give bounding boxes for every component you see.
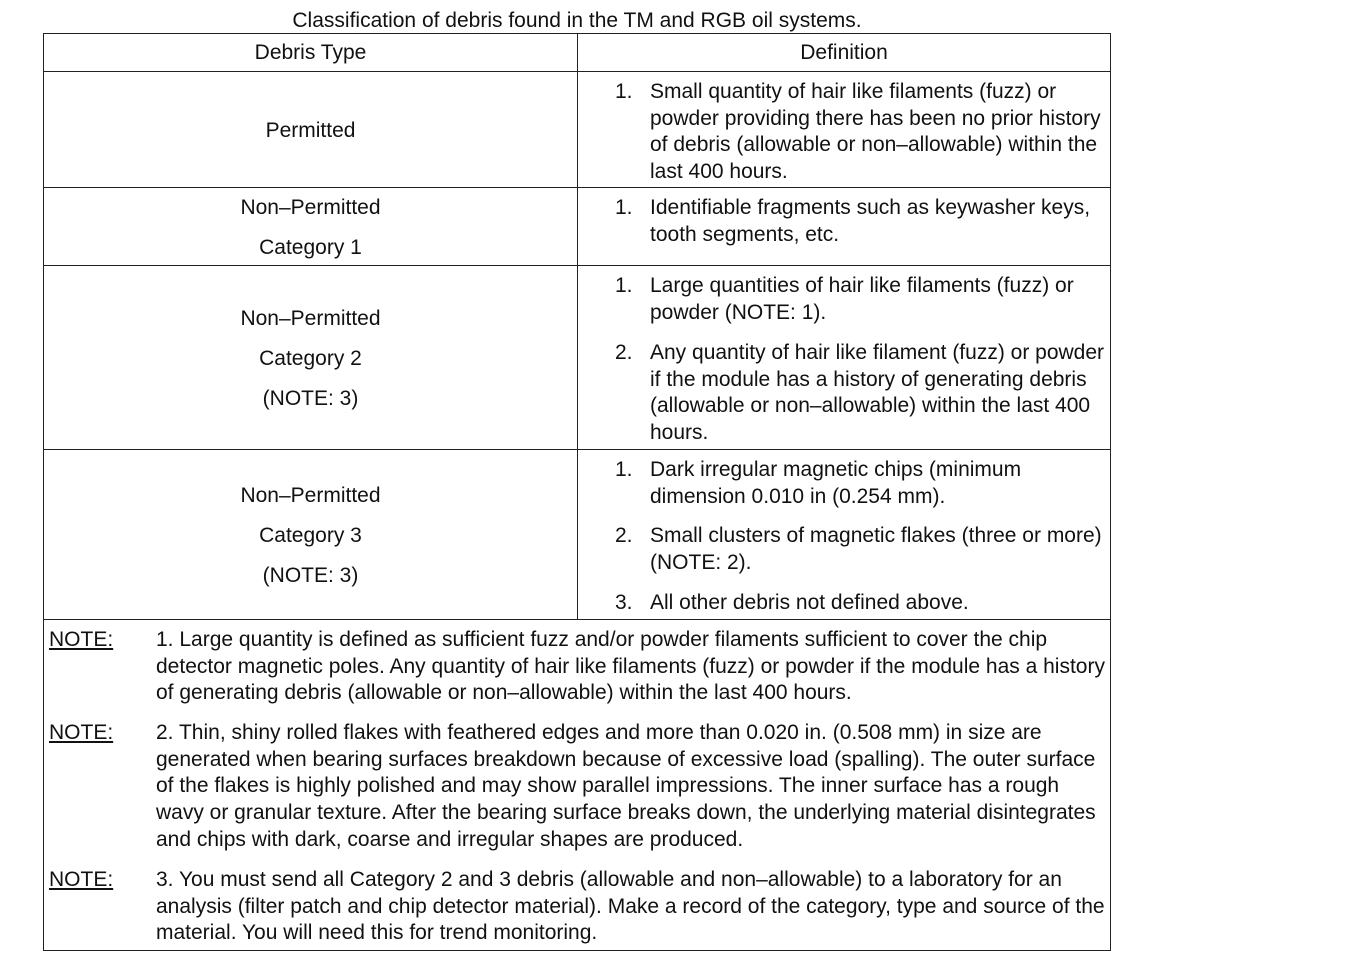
note-text: 2. Thin, shiny rolled flakes with feathered edges and more than 0.020 in. (0.508 mm) in size are generated when bearing surfaces breakdown because of excessive load (spalling). The outer surface of the flakes is highly polished and may show parallel impressions. The inner surface has a rough wavy or granular texture. After the bearing surface breaks down, the underlying material disintegrates and chips with dark, coarse and irregular shapes are produced. [156,721,1096,851]
item-text: All other debris not defined above. [650,591,969,614]
note-label: NOTE: [49,628,114,651]
item-text: Small clusters of magnetic flakes (three or more) (NOTE: 2). [650,524,1102,574]
item-number: 1. [615,274,633,297]
header-definition: Definition [800,41,888,64]
debris-category-label: Category 3 [259,524,362,547]
item-number: 2. [615,341,633,364]
item-number: 1. [615,458,633,481]
debris-note-ref: (NOTE: 3) [262,564,359,587]
table-caption: Classification of debris found in the TM and RGB oil systems. [292,9,862,32]
item-text: Small quantity of hair like filaments (fuzz) or powder providing there has been no prior history of debris (allowable or non–allowable) within the last 400 hours. [650,80,1101,183]
definition-item [615,195,1105,248]
note-label: NOTE: [49,868,114,891]
item-number: 3. [615,591,633,614]
header-debris-type: Debris Type [254,41,367,64]
definition-item [615,79,1105,185]
definition-item [615,590,1105,617]
item-text: Dark irregular magnetic chips (minimum dimension 0.010 in (0.254 mm). [650,458,1022,508]
definition-item [615,340,1105,446]
column-divider [577,33,578,620]
debris-type-label: Non–Permitted [240,484,381,507]
definition-item [615,457,1105,510]
debris-category-label: Category 1 [259,236,362,259]
definition-item [615,523,1105,576]
debris-note-ref: (NOTE: 3) [262,387,359,410]
note-label: NOTE: [49,721,114,744]
note-text: 3. You must send all Category 2 and 3 debris (allowable and non–allowable) to a laboratory for an analysis (filter patch and chip detector material). Make a record of the category, type and source of the material. You will need this for trend monitoring. [156,868,1105,945]
note-text: 1. Large quantity is defined as sufficient fuzz and/or powder filaments sufficient to cover the chip detector magnetic poles. Any quantity of hair like filaments (fuzz) or powder if the module has a history of generating debris (allowable or non–allowable) within the last 400 hours. [156,628,1105,705]
item-number: 1. [615,196,633,219]
item-text: Large quantities of hair like filaments (fuzz) or powder (NOTE: 1). [650,274,1074,324]
item-number: 2. [615,524,633,547]
definition-item [615,273,1105,326]
debris-category-label: Category 2 [259,347,362,370]
debris-type-label: Non–Permitted [240,307,381,330]
item-text: Identifiable fragments such as keywasher keys, tooth segments, etc. [650,196,1091,246]
debris-type-label: Permitted [265,119,356,142]
item-number: 1. [615,80,633,103]
debris-type-label: Non–Permitted [240,196,381,219]
item-text: Any quantity of hair like filament (fuzz) or powder if the module has a history of generating debris (allowable or non–allowable) within the last 400 hours. [650,341,1105,444]
